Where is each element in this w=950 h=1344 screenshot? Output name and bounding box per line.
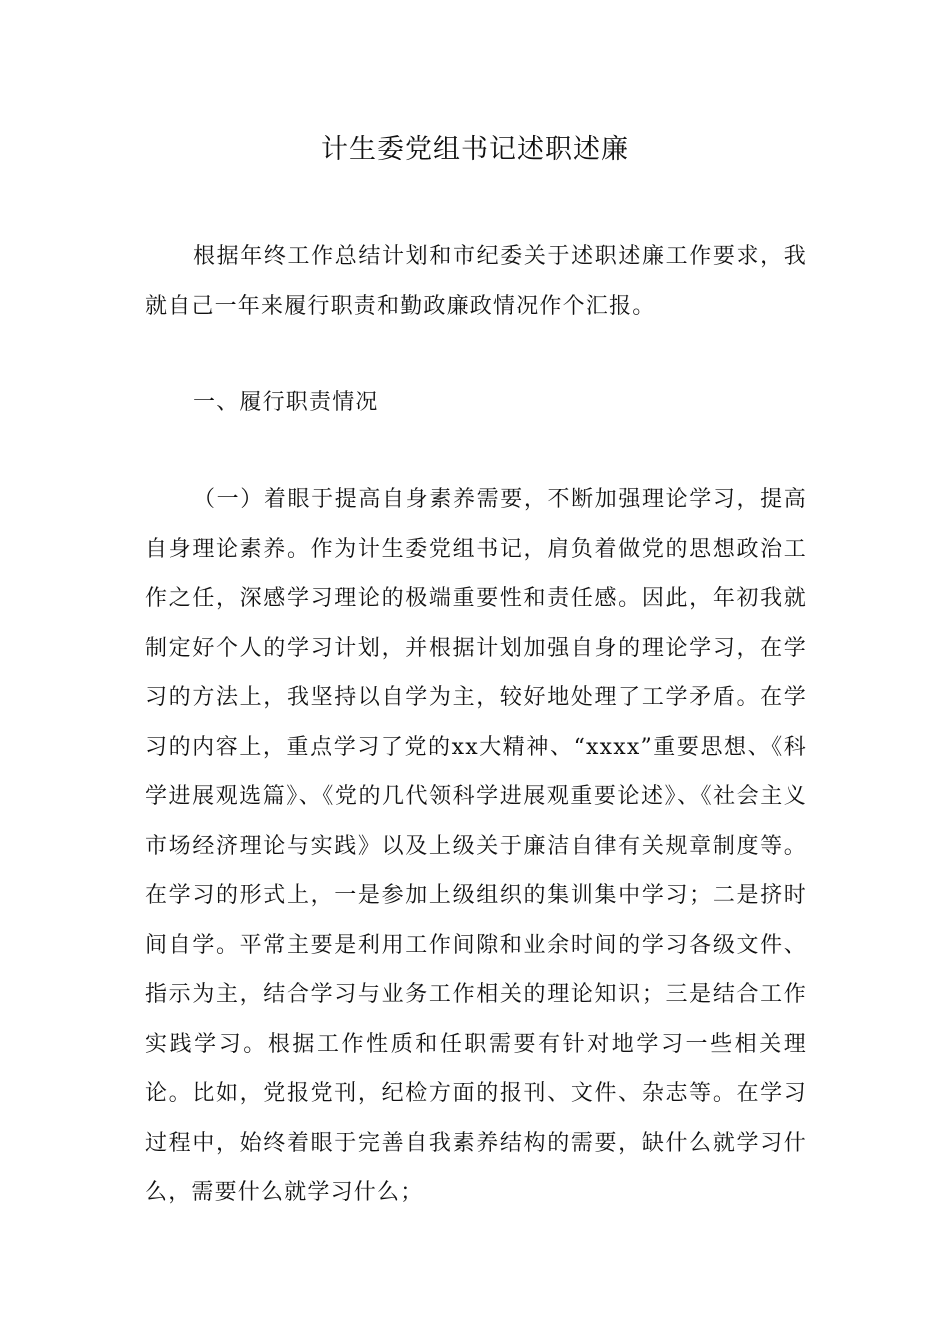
intro-paragraph: 根据年终工作总结计划和市纪委关于述职述廉工作要求，我就自己一年来履行职责和勤政廉政情况作个汇报。 <box>145 244 807 319</box>
section-heading: 一、履行职责情况 <box>193 390 379 415</box>
body-paragraph: （一）着眼于提高自身素养需要，不断加强理论学习，提高自身理论素养。作为计生委党组书记，肩负着做党的思想政治工作之任，深感学习理论的极端重要性和责任感。因此，年初我就制定好个人的学习计划，并根据计划加强自身的理论学习，在学习的方法上，我坚持以自学为主，较好地处理了工学矛盾。在学习的内容上，重点学习了党的xx大精神、“xxxx”重要思想、《科学进展观选篇》、《党的几代领科学进展观重要论述》、《社会主义市场经济理论与实践》以及上级关于廉洁自律有关规章制度等。在学习的形式上，一是参加上级组织的集训集中学习；二是挤时间自学。平常主要是利用工作间隙和业余时间的学习各级文件、指示为主，结合学习与业务工作相关的理论知识；三是结合工作实践学习。根据工作性质和任职需要有针对地学习一些相关理论。比如，党报党刊，纪检方面的报刊、文件、杂志等。在学习过程中，始终着眼于完善自我素养结构的需要，缺什么就学习什么，需要什么就学习什么； <box>145 487 807 1205</box>
document-title: 计生委党组书记述职述廉 <box>321 134 629 165</box>
